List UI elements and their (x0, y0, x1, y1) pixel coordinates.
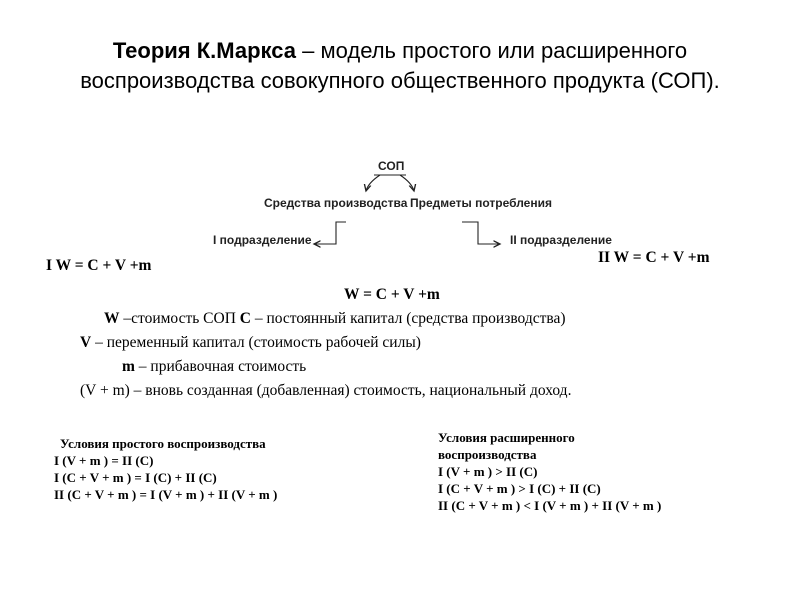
diagram-div1-label: I подразделение (213, 233, 312, 247)
arrow-left-div1 (314, 222, 346, 244)
definition-w-c (104, 310, 566, 328)
symbol-v: V (80, 334, 92, 351)
arrow-right-div2 (462, 222, 500, 244)
extended-line-2: I (C + V + m ) > I (C) + II (C) (438, 481, 601, 496)
title-rest: – модель простого или расширенного воспроизводства совокупного общественного продукта (СОП). (80, 38, 720, 93)
diagram-right-label: Предметы потребления (410, 196, 552, 210)
arrow-root-left (366, 175, 380, 191)
definition-m (122, 358, 306, 376)
formula-main: W = C + V +m (344, 286, 440, 303)
simple-reproduction-block (54, 435, 277, 503)
definition-vm: (V + m) – вновь созданная (добавленная) стоимость, национальный доход. (80, 382, 572, 399)
diagram-root-label: СОП (378, 159, 405, 173)
symbol-w: W (104, 310, 120, 327)
text-w: –стоимость СОП (119, 310, 240, 327)
diagram-div2-label: II подразделение (510, 233, 612, 247)
extended-heading-2: воспроизводства (438, 447, 537, 462)
extended-heading-1: Условия расширенного (438, 430, 575, 445)
symbol-m: m (122, 358, 135, 375)
simple-line-3: II (C + V + m ) = I (V + m ) + II (V + m ) (54, 487, 278, 502)
symbol-c: С (239, 310, 251, 327)
simple-line-1: I (V + m ) = II (C) (54, 453, 154, 468)
extended-reproduction-block (438, 429, 661, 514)
text-m: – прибавочная стоимость (134, 358, 307, 375)
extended-line-3: II (C + V + m ) < I (V + m ) + II (V + m ) (438, 498, 662, 513)
arrow-root-right (400, 175, 414, 191)
simple-heading: Условия простого воспроизводства (60, 436, 266, 451)
diagram-left-label: Средства производства (264, 196, 408, 210)
text-v: – переменный капитал (стоимость рабочей силы) (91, 334, 421, 351)
formula-div2: II W = C + V +m (598, 249, 710, 266)
definition-v (80, 334, 421, 352)
simple-line-2: I (C + V + m ) = I (C) + II (C) (54, 470, 217, 485)
extended-line-1: I (V + m ) > II (C) (438, 464, 538, 479)
title-bold: Теория К.Маркса (112, 38, 297, 63)
text-c: – постоянный капитал (средства производства) (250, 310, 566, 327)
formula-div1: I W = C + V +m (46, 257, 152, 274)
